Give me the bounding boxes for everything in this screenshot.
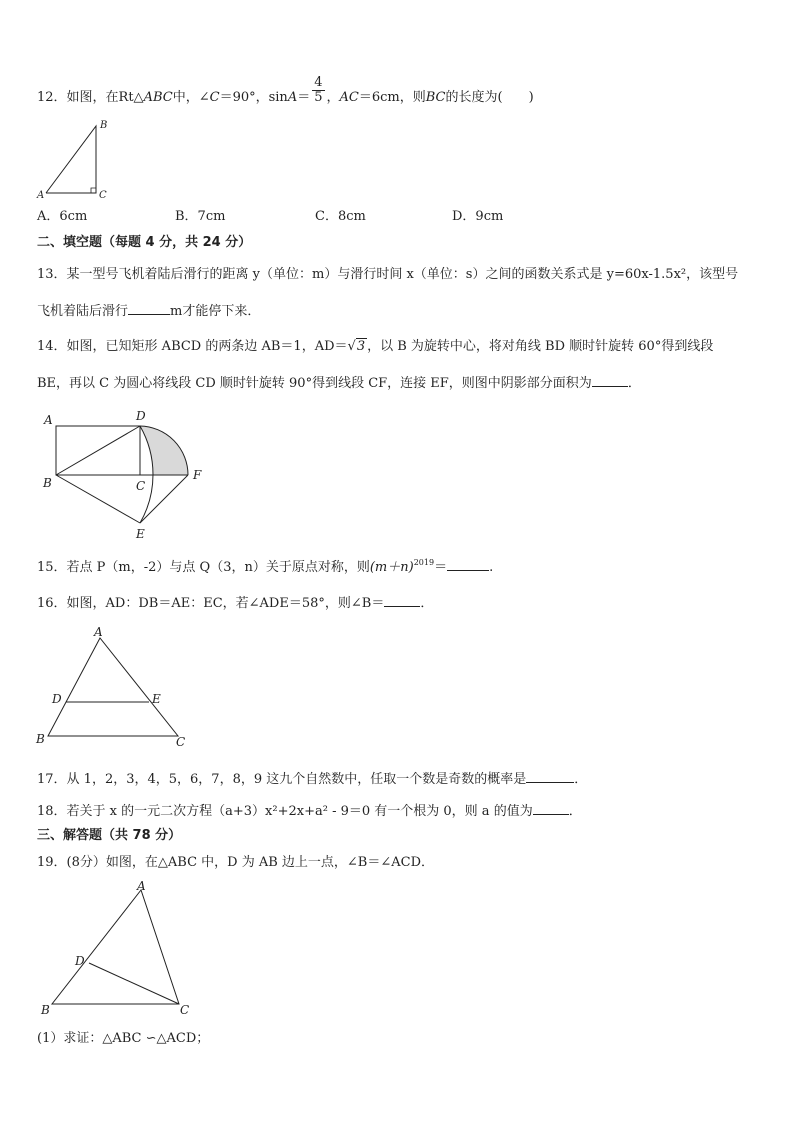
q19-label-d: D [75,954,85,968]
q16-stem: 16．如图，AD：DB＝AE：EC，若∠ADE＝58°，则∠B＝ ． [37,596,434,611]
q18-stem: 18．若关于 x 的一元二次方程（a+3）x²+2x+a² - 9＝0 有一个根为 0，则 a 的值为 ． [37,804,582,819]
q14-label-a: A [44,413,53,427]
q15-answer-blank[interactable] [447,560,489,571]
q16-label-e: E [152,692,161,706]
q12-option-c: C．8cm [315,209,366,224]
q19-label-c: C [180,1003,190,1017]
q16-label-c: C [176,735,186,749]
q13-line2: 飞机着陆后滑行 m才能停下来． [37,304,261,319]
fraction-4-5: $\frac{4}{5}$ [314,75,323,105]
q17-answer-blank[interactable] [526,772,574,783]
q19-triangle-figure [38,880,198,1020]
q16-label-a: A [94,625,103,639]
q19-label-a: A [137,879,146,893]
q14-rectangle-rotation-figure [40,408,215,543]
q19-part1: (1）求证：△ABC ∽△ACD； [37,1031,210,1046]
q13-line1: 13．某一型号飞机着陆后滑行的距离 y（单位：m）与滑行时间 x（单位：s）之间的函数关系式是 y=60x-1.5x²，该型号 [37,267,739,282]
q15-expression: (m＋n) [369,560,414,575]
q12-label-c: C [99,190,107,201]
sqrt-3: √3 [347,339,366,354]
section-solutions-heading: 三、解答题（共 78 分） [37,828,182,843]
q14-line2: BE，再以 C 为圆心将线段 CD 顺时针旋转 90°得到线段 CF，连接 EF，则图中阴影部分面积为 ． [37,376,641,391]
q16-label-b: B [36,732,45,746]
q12-label-a: A [37,190,45,201]
q14-label-b: B [43,476,52,490]
q19-label-b: B [41,1003,50,1017]
q12-right-triangle-figure [36,118,126,203]
q15-stem: 15．若点 P（m，-2）与点 Q（3，n）关于原点对称，则$(m+n)^{2019}=$ . [37,558,494,575]
q12-option-a: A．6cm [37,209,88,224]
q18-answer-blank[interactable] [533,804,569,815]
q17-stem: 17．从 1，2，3，4，5，6，7，8，9 这九个自然数中，任取一个数是奇数的概率是 ． [37,772,588,787]
q14-label-d: D [136,409,146,423]
q14-label-c: C [136,479,146,493]
q16-answer-blank[interactable] [384,596,420,607]
section-fill-blank-heading: 二、填空题（每题 4 分，共 24 分） [37,235,252,250]
q12-option-b: B．7cm [175,209,226,224]
q16-label-d: D [52,692,62,706]
q19-stem: 19．(8分）如图，在△ABC 中，D 为 AB 边上一点，∠B＝∠ACD． [37,855,435,870]
q16-triangle-figure [36,624,196,749]
q13-answer-blank[interactable] [128,304,170,315]
q14-label-f: F [193,468,202,482]
q12-option-d: D．9cm [452,209,504,224]
q12-label-b: B [100,120,108,131]
q14-label-e: E [136,527,145,541]
q14-answer-blank[interactable] [592,376,628,387]
q12-number: 12． [37,90,67,105]
q12-stem: 12．如图，在Rt△ABC中，∠C＝90°，sinA＝ $\frac{4}{5}$ ，AC＝6cm，则BC的长度为( ) [37,75,534,105]
q14-line1: 14．如图，已知矩形 ABCD 的两条边 AB＝1，AD＝√3 ，以 B 为旋转中心，将对角线 BD 顺时针旋转 60°得到线段 [37,339,714,354]
